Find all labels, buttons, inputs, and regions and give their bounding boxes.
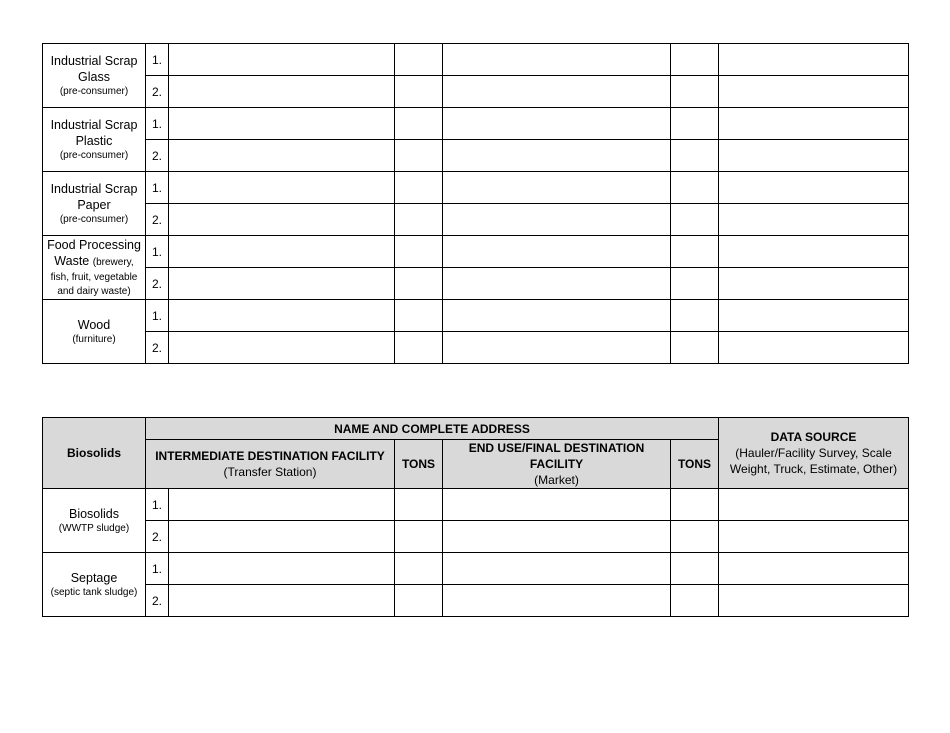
row-number: 2. (146, 204, 169, 236)
intermediate-facility-cell[interactable] (169, 585, 395, 617)
category-sub: (pre-consumer) (59, 149, 129, 161)
intermediate-facility-input[interactable] (169, 522, 394, 552)
intermediate-facility-cell[interactable] (169, 172, 395, 204)
tons-input[interactable] (395, 45, 442, 75)
end-use-facility-cell[interactable] (443, 76, 671, 108)
end-use-facility-input[interactable] (443, 586, 670, 616)
end-use-facility-subtitle: (Market) (534, 473, 579, 487)
end-use-facility-input[interactable] (443, 554, 670, 584)
intermediate-facility-cell[interactable] (169, 268, 395, 300)
end-use-facility-input[interactable] (443, 269, 670, 299)
end-use-facility-cell[interactable] (443, 489, 671, 521)
end-use-facility-input[interactable] (443, 333, 670, 363)
end-use-facility-cell[interactable] (443, 108, 671, 140)
tons-cell[interactable] (671, 44, 719, 76)
row-number: 1. (146, 489, 169, 521)
tons-cell[interactable] (395, 140, 443, 172)
tons-cell[interactable] (671, 585, 719, 617)
tons-cell[interactable] (671, 521, 719, 553)
intermediate-facility-input[interactable] (169, 109, 394, 139)
category-sub: (pre-consumer) (59, 85, 129, 97)
category-inline-sub: (brewery, (92, 256, 134, 268)
tons-cell[interactable] (671, 489, 719, 521)
data-source-cell[interactable] (719, 76, 909, 108)
data-source-cell[interactable] (719, 300, 909, 332)
data-source-input[interactable] (719, 522, 908, 552)
tons-cell[interactable] (671, 172, 719, 204)
table-row (43, 76, 909, 108)
end-use-facility-input[interactable] (443, 205, 670, 235)
end-use-facility-cell[interactable] (443, 521, 671, 553)
intermediate-facility-input[interactable] (169, 554, 394, 584)
data-source-input[interactable] (719, 490, 908, 520)
data-source-input[interactable] (719, 205, 908, 235)
table-row (43, 553, 909, 585)
intermediate-facility-cell[interactable] (169, 553, 395, 585)
tons-input[interactable] (395, 237, 442, 267)
row-number: 2. (146, 140, 169, 172)
category-cell-biosolids (43, 489, 146, 553)
tons-input[interactable] (395, 269, 442, 299)
category-cell-septage (43, 553, 146, 617)
category-cell-paper (43, 172, 146, 236)
data-source-cell[interactable] (719, 236, 909, 268)
intermediate-facility-input[interactable] (169, 333, 394, 363)
tons-input[interactable] (395, 77, 442, 107)
table-row (43, 140, 909, 172)
intermediate-facility-input[interactable] (169, 205, 394, 235)
tons-input[interactable] (671, 554, 718, 584)
end-use-facility-input[interactable] (443, 301, 670, 331)
row-number: 2. (146, 268, 169, 300)
tons-cell[interactable] (671, 268, 719, 300)
tons-input[interactable] (395, 586, 442, 616)
tons-input[interactable] (395, 205, 442, 235)
category-line1: Industrial Scrap (50, 181, 138, 196)
table-row (43, 300, 909, 332)
category-line2: Plastic (75, 133, 113, 148)
category-line2: Waste (54, 253, 90, 268)
intermediate-facility-input[interactable] (169, 586, 394, 616)
data-source-cell[interactable] (719, 585, 909, 617)
data-source-input[interactable] (719, 141, 908, 171)
tons-input[interactable] (671, 141, 718, 171)
intermediate-facility-cell[interactable] (169, 521, 395, 553)
tons-input[interactable] (395, 109, 442, 139)
tons-cell[interactable] (395, 108, 443, 140)
end-use-facility-cell[interactable] (443, 140, 671, 172)
end-use-facility-input[interactable] (443, 173, 670, 203)
tons-cell[interactable] (671, 553, 719, 585)
category-cell-food-processing (43, 236, 146, 300)
row-number: 2. (146, 521, 169, 553)
table-row (43, 332, 909, 364)
tons-cell[interactable] (395, 300, 443, 332)
category-line1: Septage (70, 570, 118, 585)
tons-input[interactable] (671, 109, 718, 139)
table-row (43, 236, 909, 268)
tons-cell[interactable] (671, 236, 719, 268)
data-source-input[interactable] (719, 586, 908, 616)
tons-input[interactable] (671, 205, 718, 235)
intermediate-facility-input[interactable] (169, 490, 394, 520)
tons-input[interactable] (671, 77, 718, 107)
data-source-title: DATA SOURCE (770, 430, 857, 444)
category-line1: Wood (77, 317, 111, 332)
tons-cell[interactable] (671, 332, 719, 364)
table-row (43, 204, 909, 236)
category-line2: Paper (77, 197, 111, 212)
tons-input[interactable] (671, 586, 718, 616)
table-row (43, 489, 909, 521)
tons-cell[interactable] (671, 204, 719, 236)
intermediate-facility-cell[interactable] (169, 300, 395, 332)
tons-header: TONS (671, 440, 719, 489)
tons-cell[interactable] (395, 76, 443, 108)
end-use-facility-input[interactable] (443, 45, 670, 75)
category-sub: fish, fruit, vegetable and dairy waste) (50, 271, 138, 297)
data-source-cell[interactable] (719, 108, 909, 140)
tons-cell[interactable] (395, 172, 443, 204)
end-use-facility-cell[interactable] (443, 204, 671, 236)
row-number: 1. (146, 553, 169, 585)
tons-input[interactable] (395, 490, 442, 520)
intermediate-facility-input[interactable] (169, 77, 394, 107)
intermediate-facility-input[interactable] (169, 173, 394, 203)
category-sub: (septic tank sludge) (50, 586, 138, 598)
table-row (43, 268, 909, 300)
end-use-facility-cell[interactable] (443, 172, 671, 204)
category-cell-glass (43, 44, 146, 108)
intermediate-facility-cell[interactable] (169, 489, 395, 521)
tons-cell[interactable] (395, 332, 443, 364)
data-source-cell[interactable] (719, 268, 909, 300)
end-use-facility-header (443, 440, 671, 489)
end-use-facility-cell[interactable] (443, 553, 671, 585)
intermediate-facility-cell[interactable] (169, 44, 395, 76)
data-source-cell[interactable] (719, 44, 909, 76)
tons-cell[interactable] (671, 300, 719, 332)
category-line1: Industrial Scrap (50, 53, 138, 68)
data-source-input[interactable] (719, 554, 908, 584)
table-row (43, 44, 909, 76)
tons-input[interactable] (671, 45, 718, 75)
table-row (43, 585, 909, 617)
end-use-facility-title: END USE/FINAL DESTINATION FACILITY (468, 441, 645, 471)
tons-input[interactable] (395, 141, 442, 171)
intermediate-facility-subtitle: (Transfer Station) (223, 465, 317, 479)
category-sub: (WWTP sludge) (58, 522, 130, 534)
table-row (43, 108, 909, 140)
tons-cell[interactable] (395, 553, 443, 585)
intermediate-facility-input[interactable] (169, 45, 394, 75)
tons-input[interactable] (395, 173, 442, 203)
industrial-waste-table (42, 43, 909, 364)
data-source-cell[interactable] (719, 204, 909, 236)
tons-cell[interactable] (671, 140, 719, 172)
row-number: 2. (146, 76, 169, 108)
end-use-facility-cell[interactable] (443, 332, 671, 364)
tons-input[interactable] (671, 173, 718, 203)
end-use-facility-input[interactable] (443, 522, 670, 552)
data-source-cell[interactable] (719, 489, 909, 521)
data-source-input[interactable] (719, 109, 908, 139)
tons-cell[interactable] (395, 489, 443, 521)
data-source-cell[interactable] (719, 553, 909, 585)
category-line1: Food Processing (47, 237, 141, 252)
row-number: 1. (146, 300, 169, 332)
row-number: 1. (146, 44, 169, 76)
category-line2: Glass (78, 69, 110, 84)
data-source-subtitle: (Hauler/Facility Survey, Scale Weight, Truck, Estimate, Other) (729, 446, 898, 476)
intermediate-facility-input[interactable] (169, 237, 394, 267)
intermediate-facility-cell[interactable] (169, 76, 395, 108)
tons-input[interactable] (671, 333, 718, 363)
section-label: Biosolids (43, 418, 146, 489)
tons-cell[interactable] (671, 76, 719, 108)
tons-input[interactable] (395, 554, 442, 584)
end-use-facility-input[interactable] (443, 77, 670, 107)
tons-input[interactable] (395, 301, 442, 331)
data-source-input[interactable] (719, 237, 908, 267)
row-number: 2. (146, 332, 169, 364)
intermediate-facility-cell[interactable] (169, 332, 395, 364)
tons-cell[interactable] (395, 585, 443, 617)
tons-input[interactable] (671, 522, 718, 552)
intermediate-facility-input[interactable] (169, 269, 394, 299)
end-use-facility-input[interactable] (443, 237, 670, 267)
end-use-facility-cell[interactable] (443, 585, 671, 617)
name-address-header: NAME AND COMPLETE ADDRESS (146, 418, 719, 440)
category-sub: (pre-consumer) (59, 213, 129, 225)
tons-input[interactable] (395, 522, 442, 552)
table-row (43, 521, 909, 553)
tons-input[interactable] (671, 269, 718, 299)
end-use-facility-cell[interactable] (443, 300, 671, 332)
data-source-input[interactable] (719, 77, 908, 107)
tons-cell[interactable] (395, 204, 443, 236)
end-use-facility-cell[interactable] (443, 44, 671, 76)
intermediate-facility-header (146, 440, 395, 489)
category-line1: Industrial Scrap (50, 117, 138, 132)
data-source-input[interactable] (719, 301, 908, 331)
data-source-cell[interactable] (719, 521, 909, 553)
table-row (43, 172, 909, 204)
header-row (43, 418, 909, 440)
intermediate-facility-input[interactable] (169, 141, 394, 171)
intermediate-facility-title: INTERMEDIATE DESTINATION FACILITY (155, 449, 385, 463)
data-source-header (719, 418, 909, 489)
category-sub: (furniture) (72, 333, 116, 345)
data-source-input[interactable] (719, 45, 908, 75)
tons-cell[interactable] (395, 268, 443, 300)
intermediate-facility-cell[interactable] (169, 204, 395, 236)
end-use-facility-input[interactable] (443, 490, 670, 520)
end-use-facility-input[interactable] (443, 109, 670, 139)
category-cell-wood (43, 300, 146, 364)
tons-cell[interactable] (395, 236, 443, 268)
tons-input[interactable] (671, 490, 718, 520)
tons-input[interactable] (395, 333, 442, 363)
category-line1: Biosolids (68, 506, 120, 521)
data-source-input[interactable] (719, 173, 908, 203)
data-source-input[interactable] (719, 333, 908, 363)
end-use-facility-cell[interactable] (443, 268, 671, 300)
end-use-facility-input[interactable] (443, 141, 670, 171)
tons-cell[interactable] (671, 108, 719, 140)
biosolids-table (42, 417, 909, 617)
data-source-cell[interactable] (719, 172, 909, 204)
tons-input[interactable] (671, 301, 718, 331)
tons-header: TONS (395, 440, 443, 489)
intermediate-facility-cell[interactable] (169, 236, 395, 268)
row-number: 1. (146, 236, 169, 268)
row-number: 2. (146, 585, 169, 617)
data-source-cell[interactable] (719, 140, 909, 172)
intermediate-facility-input[interactable] (169, 301, 394, 331)
row-number: 1. (146, 108, 169, 140)
tons-cell[interactable] (395, 44, 443, 76)
data-source-input[interactable] (719, 269, 908, 299)
tons-cell[interactable] (395, 521, 443, 553)
intermediate-facility-cell[interactable] (169, 140, 395, 172)
data-source-cell[interactable] (719, 332, 909, 364)
row-number: 1. (146, 172, 169, 204)
category-cell-plastic (43, 108, 146, 172)
tons-input[interactable] (671, 237, 718, 267)
intermediate-facility-cell[interactable] (169, 108, 395, 140)
end-use-facility-cell[interactable] (443, 236, 671, 268)
